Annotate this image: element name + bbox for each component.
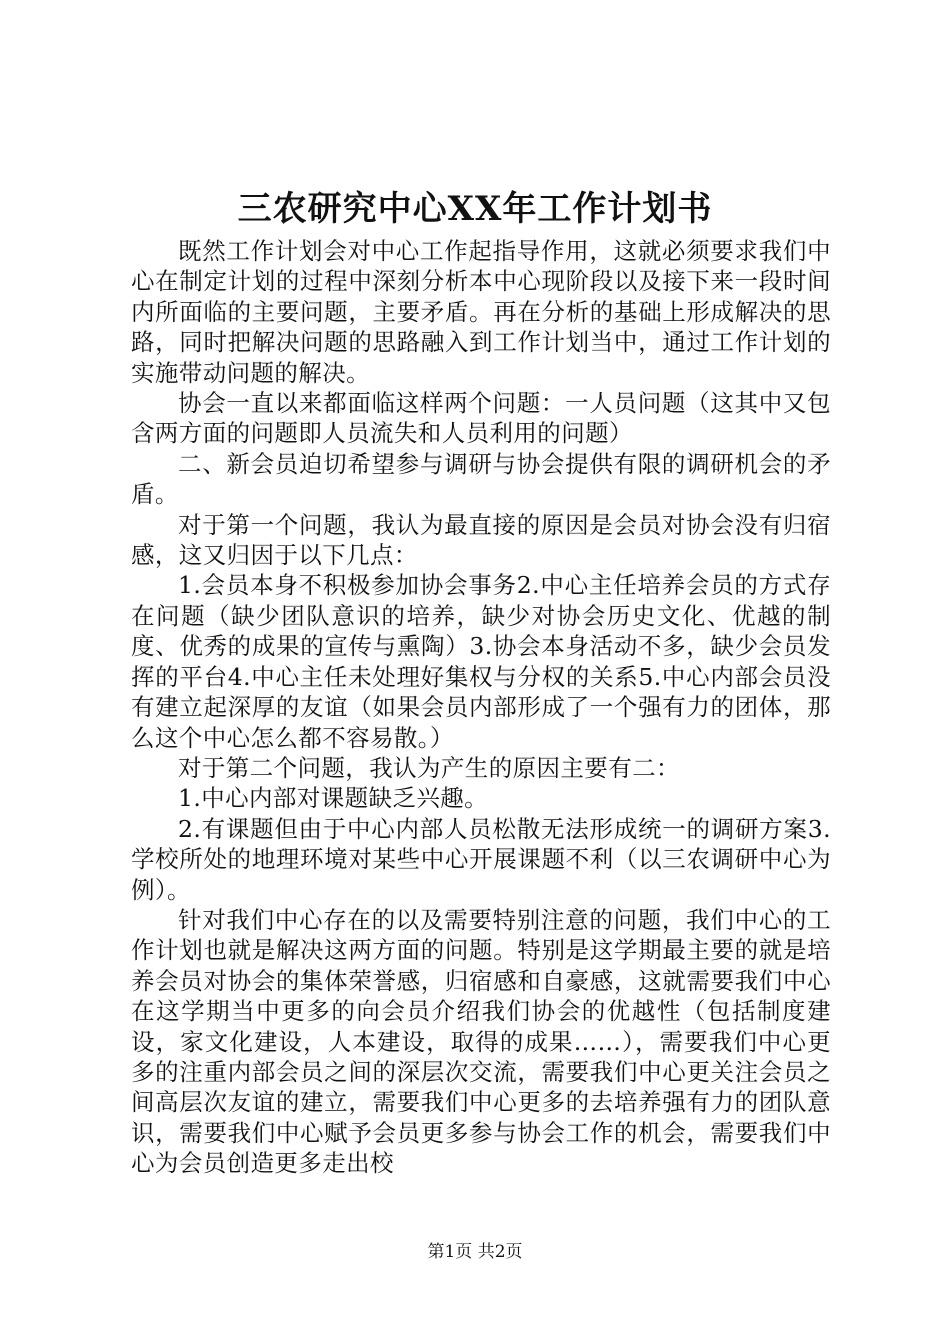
paragraph: 1.会员本身不积极参加协会事务2.中心主任培养会员的方式存在问题（缺少团队意识的培养，缺少对协会历史文化、优越的制度、优秀的成果的宣传与熏陶）3.协会本身活动不多，缺少会员发挥的平台4.中心主任未处理好集权与分权的关系5.中心内部会员没有建立起深厚的友谊（如果会员内部形成了一个强有力的团体，那么这个中心怎么都不容易散。）: [131, 571, 831, 752]
paragraph: 既然工作计划会对中心工作起指导作用，这就必须要求我们中心在制定计划的过程中深刻分析本中心现阶段以及接下来一段时间内所面临的主要问题，主要矛盾。再在分析的基础上形成解决的思路，同时把解决问题的思路融入到工作计划当中，通过工作计划的实施带动问题的解决。: [131, 237, 831, 387]
paragraph: 2.有课题但由于中心内部人员松散无法形成统一的调研方案3.学校所处的地理环境对某些中心开展课题不利（以三农调研中心为例）。: [131, 814, 831, 904]
document-title: 三农研究中心XX年工作计划书: [237, 189, 713, 229]
paragraph: 针对我们中心存在的以及需要特别注意的问题，我们中心的工作计划也就是解决这两方面的问题。特别是这学期最主要的就是培养会员对协会的集体荣誉感，归宿感和自豪感，这就需要我们中心在这学期当中更多的向会员介绍我们协会的优越性（包括制度建设，家文化建设，人本建设，取得的成果……），需要我们中心更多的注重内部会员之间的深层次交流，需要我们中心更关注会员之间高层次友谊的建立，需要我们中心更多的去培养强有力的团队意识，需要我们中心赋予会员更多参与协会工作的机会，需要我们中心为会员创造更多走出校: [131, 905, 831, 1178]
page-number-footer: 第1页 共2页: [427, 1242, 523, 1262]
paragraph: 1.中心内部对课题缺乏兴趣。: [178, 784, 489, 813]
paragraph: 对于第二个问题，我认为产生的原因主要有二：: [178, 753, 680, 782]
paragraph: 协会一直以来都面临这样两个问题：一人员问题（这其中又包含两方面的问题即人员流失和人员利用的问题）: [131, 389, 831, 448]
document-body: [131, 236, 831, 1179]
paragraph: 二、新会员迫切希望参与调研与协会提供有限的调研机会的矛盾。: [131, 449, 831, 509]
paragraph: 对于第一个问题，我认为最直接的原因是会员对协会没有归宿感，这又归因于以下几点：: [131, 510, 831, 570]
